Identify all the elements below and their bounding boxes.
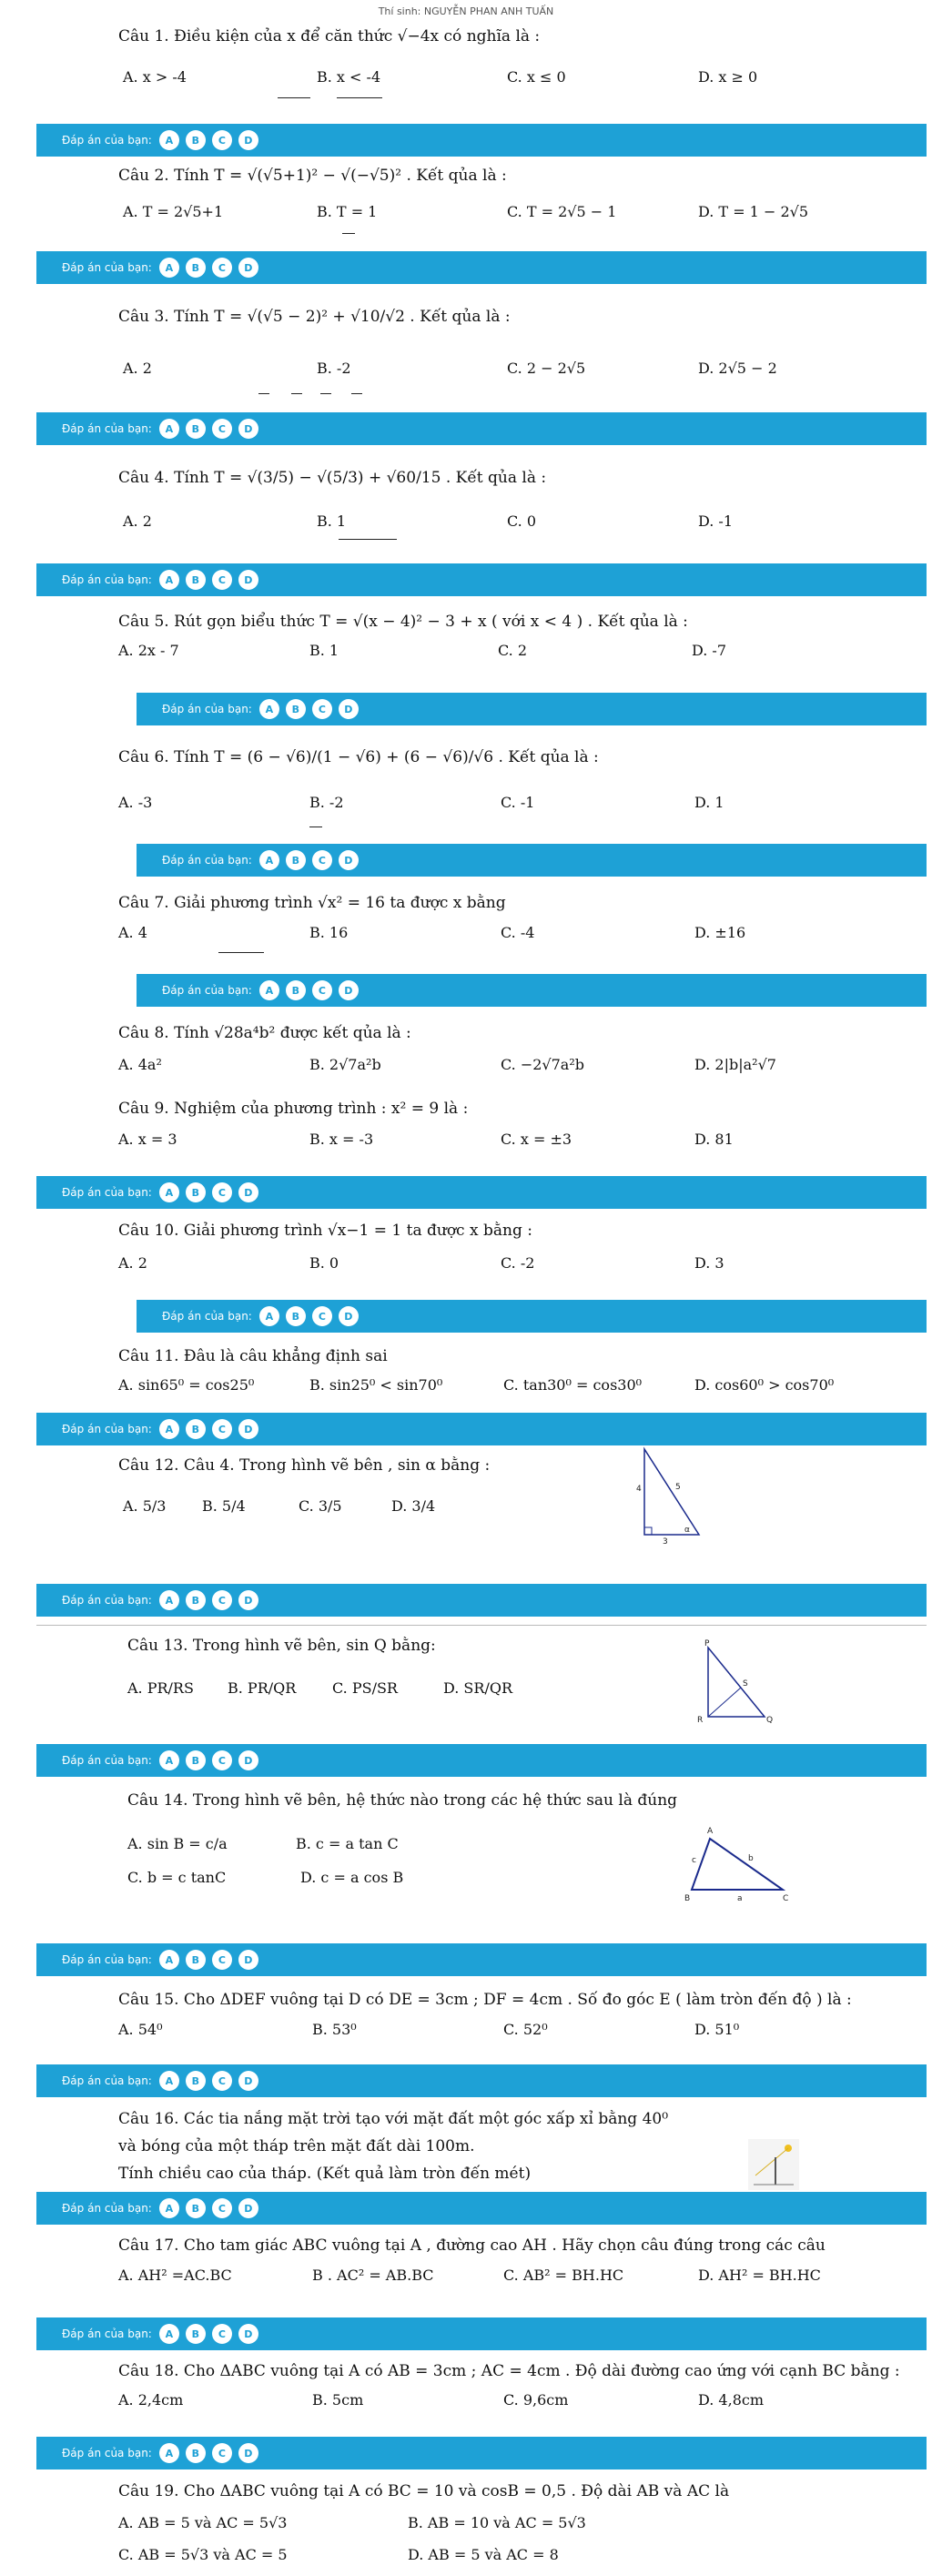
- answer-bar-label: Đáp án của bạn:: [62, 2447, 152, 2459]
- q7-option-b: B. 16: [309, 924, 349, 941]
- choice-b[interactable]: B: [186, 130, 206, 150]
- q8-option-d: D. 2|b|a²√7: [694, 1056, 776, 1073]
- question-16-line-2: và bóng của một tháp trên mặt đất dài 100m.: [118, 2137, 475, 2155]
- answer-bar-label: Đáp án của bạn:: [62, 2328, 152, 2340]
- choice-a[interactable]: A: [259, 980, 279, 1000]
- choice-c[interactable]: C: [312, 850, 332, 870]
- choice-c[interactable]: C: [212, 2443, 232, 2463]
- choice-a[interactable]: A: [159, 1590, 179, 1610]
- choice-a[interactable]: A: [159, 2324, 179, 2344]
- q12-side-left-label: 4: [636, 1485, 642, 1494]
- q10-option-a: A. 2: [118, 1254, 147, 1272]
- q3-option-c: C. 2 − 2√5: [507, 360, 586, 377]
- q4-option-d: D. -1: [698, 512, 734, 530]
- question-5: Câu 5. Rút gọn biểu thức T = √(x − 4)² − 3 + x ( với x < 4 ) . Kết qủa là :: [118, 613, 688, 631]
- answer-bar-5: [137, 693, 927, 725]
- q4-option-c: C. 0: [507, 512, 537, 530]
- triangle-shape: [644, 1449, 699, 1535]
- choice-c[interactable]: C: [312, 980, 332, 1000]
- choice-c[interactable]: C: [312, 699, 332, 719]
- question-16: Câu 16. Các tia nắng mặt trời tạo với mặt đất một góc xấp xỉ bằng 40⁰: [118, 2110, 669, 2128]
- answer-bar-3: [36, 412, 927, 445]
- choice-d[interactable]: D: [339, 1306, 359, 1326]
- right-angle-mark: [644, 1527, 652, 1535]
- answer-bar-label: Đáp án của bạn:: [62, 573, 152, 586]
- choice-d[interactable]: D: [238, 1419, 258, 1439]
- q13-vertex-p: P: [704, 1639, 710, 1648]
- q17-option-c: C. AB² = BH.HC: [503, 2267, 624, 2284]
- q5-option-d: D. -7: [692, 642, 727, 659]
- question-10: Câu 10. Giải phương trình √x−1 = 1 ta được x bằng :: [118, 1222, 532, 1240]
- q10-option-b: B. 0: [309, 1254, 339, 1272]
- choice-b[interactable]: B: [286, 699, 306, 719]
- q14-vertex-b: B: [684, 1894, 691, 1903]
- answer-bar-label: Đáp án của bạn:: [162, 1310, 252, 1323]
- choice-c[interactable]: C: [212, 570, 232, 590]
- underline-mark: [320, 393, 331, 394]
- answer-bar-label: Đáp án của bạn:: [162, 703, 252, 715]
- answer-bar-label: Đáp án của bạn:: [162, 854, 252, 867]
- q18-option-d: D. 4,8cm: [698, 2391, 765, 2409]
- q15-option-d: D. 51⁰: [694, 2021, 740, 2038]
- choice-a[interactable]: A: [159, 1419, 179, 1439]
- q13-option-b: B. PR/QR: [228, 1679, 297, 1697]
- q6-option-d: D. 1: [694, 794, 724, 811]
- q7-option-c: C. -4: [501, 924, 535, 941]
- q2-option-b: B. T = 1: [317, 203, 378, 220]
- choice-b[interactable]: B: [186, 419, 206, 439]
- q18-option-b: B. 5cm: [312, 2391, 364, 2409]
- q13-option-d: D. SR/QR: [443, 1679, 512, 1697]
- question-8: Câu 8. Tính √28a⁴b² được kết qủa là :: [118, 1024, 411, 1042]
- q11-option-b: B. sin25⁰ < sin70⁰: [309, 1376, 443, 1394]
- q4-option-b: B. 1: [317, 512, 347, 530]
- choice-a[interactable]: A: [159, 1750, 179, 1770]
- question-11: Câu 11. Đâu là câu khẳng định sai: [118, 1347, 388, 1365]
- triangle-shape: [692, 1839, 783, 1890]
- q12-option-b: B. 5/4: [202, 1497, 246, 1515]
- q14-option-a: A. sin B = c/a: [127, 1835, 228, 1852]
- question-15: Câu 15. Cho ΔDEF vuông tại D có DE = 3cm ; DF = 4cm . Số đo góc E ( làm tròn đến độ ) là :: [118, 1991, 852, 2009]
- underline-mark: [258, 393, 269, 394]
- answer-bar-11: [36, 1413, 927, 1445]
- q15-option-a: A. 54⁰: [118, 2021, 163, 2038]
- answer-bar-2: [36, 251, 927, 284]
- q18-option-c: C. 9,6cm: [503, 2391, 569, 2409]
- choice-c[interactable]: C: [212, 2324, 232, 2344]
- question-12: Câu 12. Câu 4. Trong hình vẽ bên , sin α bằng :: [118, 1456, 491, 1475]
- choice-d[interactable]: D: [238, 2324, 258, 2344]
- answer-bar-label: Đáp án của bạn:: [62, 1953, 152, 1966]
- choice-d[interactable]: D: [339, 850, 359, 870]
- choice-b[interactable]: B: [286, 1306, 306, 1326]
- underline-mark: [218, 952, 264, 953]
- q17-option-b: B . AC² = AB.BC: [312, 2267, 434, 2284]
- question-6: Câu 6. Tính T = (6 − √6)/(1 − √6) + (6 − √6)/√6 . Kết qủa là :: [118, 748, 599, 766]
- q5-option-c: C. 2: [498, 642, 528, 659]
- answer-bar-label: Đáp án của bạn:: [62, 1594, 152, 1607]
- choice-b[interactable]: B: [186, 570, 206, 590]
- answer-bar-label: Đáp án của bạn:: [62, 1423, 152, 1435]
- choice-d[interactable]: D: [238, 570, 258, 590]
- choice-d[interactable]: D: [238, 1750, 258, 1770]
- choice-d[interactable]: D: [238, 2071, 258, 2091]
- q12-triangle-figure: [637, 1445, 719, 1546]
- divider: [36, 1625, 927, 1626]
- question-18: Câu 18. Cho ΔABC vuông tại A có AB = 3cm ; AC = 4cm . Độ dài đường cao ứng với cạnh BC bằng :: [118, 2362, 900, 2380]
- q13-vertex-r: R: [697, 1716, 704, 1725]
- choice-d[interactable]: D: [238, 419, 258, 439]
- underline-mark: [291, 393, 302, 394]
- q5-option-b: B. 1: [309, 642, 339, 659]
- q11-option-c: C. tan30⁰ = cos30⁰: [503, 1376, 643, 1394]
- choice-d[interactable]: D: [238, 1182, 258, 1202]
- q19-option-c: C. AB = 5√3 và AC = 5: [118, 2546, 288, 2563]
- q11-option-d: D. cos60⁰ > cos70⁰: [694, 1376, 835, 1394]
- q9-option-b: B. x = -3: [309, 1131, 374, 1148]
- q9-option-a: A. x = 3: [118, 1131, 177, 1148]
- q3-option-b: B. -2: [317, 360, 351, 377]
- choice-a[interactable]: A: [159, 1182, 179, 1202]
- question-7: Câu 7. Giải phương trình √x² = 16 ta được x bằng: [118, 894, 506, 912]
- q15-option-c: C. 52⁰: [503, 2021, 548, 2038]
- answer-bar-17: [36, 2317, 927, 2350]
- q6-option-c: C. -1: [501, 794, 535, 811]
- q14-option-b: B. c = a tan C: [296, 1835, 399, 1852]
- q14-side-c: c: [692, 1856, 696, 1865]
- answer-bar-label: Đáp án của bạn:: [62, 1754, 152, 1767]
- answer-bar-label: Đáp án của bạn:: [62, 2202, 152, 2215]
- choice-d[interactable]: D: [238, 1950, 258, 1970]
- choice-b[interactable]: B: [186, 1419, 206, 1439]
- choice-b[interactable]: B: [186, 2071, 206, 2091]
- q12-side-hyp-label: 5: [675, 1483, 681, 1492]
- answer-bar-9: [36, 1176, 927, 1209]
- choice-b[interactable]: B: [186, 2198, 206, 2218]
- q10-option-c: C. -2: [501, 1254, 535, 1272]
- answer-bar-label: Đáp án của bạn:: [62, 261, 152, 274]
- q16-tower-figure: [748, 2139, 799, 2190]
- choice-c[interactable]: C: [212, 1419, 232, 1439]
- q5-option-a: A. 2x - 7: [118, 642, 179, 659]
- q1-option-c: C. x ≤ 0: [507, 68, 566, 86]
- q12-option-a: A. 5/3: [123, 1497, 167, 1515]
- choice-a[interactable]: A: [159, 2443, 179, 2463]
- choice-b[interactable]: B: [186, 1950, 206, 1970]
- choice-c[interactable]: C: [212, 1590, 232, 1610]
- underline-mark: [342, 233, 355, 234]
- q8-option-c: C. −2√7a²b: [501, 1056, 584, 1073]
- choice-b[interactable]: B: [186, 2443, 206, 2463]
- choice-c[interactable]: C: [212, 2071, 232, 2091]
- choice-b[interactable]: B: [186, 1590, 206, 1610]
- underline-mark: [339, 539, 397, 540]
- choice-a[interactable]: A: [159, 570, 179, 590]
- q7-option-d: D. ±16: [694, 924, 746, 941]
- question-13: Câu 13. Trong hình vẽ bên, sin Q bằng:: [127, 1637, 436, 1655]
- q9-option-c: C. x = ±3: [501, 1131, 572, 1148]
- choice-c[interactable]: C: [212, 258, 232, 278]
- answer-bar-1: [36, 124, 927, 157]
- q14-option-d: D. c = a cos B: [300, 1869, 404, 1886]
- answer-bar-label: Đáp án của bạn:: [62, 134, 152, 147]
- choice-b[interactable]: B: [286, 850, 306, 870]
- question-9: Câu 9. Nghiệm của phương trình : x² = 9 là :: [118, 1100, 469, 1118]
- choice-a[interactable]: A: [159, 2198, 179, 2218]
- q13-vertex-s: S: [743, 1679, 748, 1689]
- q12-side-bottom-label: 3: [663, 1537, 668, 1547]
- answer-bar-12: [36, 1584, 927, 1617]
- q1-option-d: D. x ≥ 0: [698, 68, 758, 86]
- choice-c[interactable]: C: [212, 419, 232, 439]
- underline-mark: [278, 97, 310, 98]
- answer-bar-label: Đáp án của bạn:: [162, 984, 252, 997]
- question-14: Câu 14. Trong hình vẽ bên, hệ thức nào trong các hệ thức sau là đúng: [127, 1791, 678, 1810]
- question-3: Câu 3. Tính T = √(√5 − 2)² + √10/√2 . Kết qủa là :: [118, 308, 511, 326]
- answer-bar-10: [137, 1300, 927, 1333]
- choice-a[interactable]: A: [159, 419, 179, 439]
- q14-triangle-figure: [684, 1822, 794, 1904]
- choice-b[interactable]: B: [186, 2324, 206, 2344]
- q14-vertex-a: A: [707, 1827, 714, 1836]
- question-16-line-3: Tính chiều cao của tháp. (Kết quả làm tròn đến mét): [118, 2165, 532, 2183]
- q8-option-b: B. 2√7a²b: [309, 1056, 381, 1073]
- q13-triangle-figure: [694, 1638, 775, 1729]
- choice-d[interactable]: D: [238, 1590, 258, 1610]
- q17-option-d: D. AH² = BH.HC: [698, 2267, 821, 2284]
- q13-vertex-q: Q: [766, 1716, 774, 1725]
- q1-option-a: A. x > -4: [123, 68, 187, 86]
- choice-a[interactable]: A: [159, 1950, 179, 1970]
- choice-c[interactable]: C: [212, 1950, 232, 1970]
- choice-c[interactable]: C: [212, 2198, 232, 2218]
- choice-b[interactable]: B: [186, 1182, 206, 1202]
- q14-option-c: C. b = c tanC: [127, 1869, 227, 1886]
- underline-mark: [351, 393, 362, 394]
- q3-option-d: D. 2√5 − 2: [698, 360, 777, 377]
- answer-bar-15: [36, 2064, 927, 2097]
- q3-option-a: A. 2: [123, 360, 152, 377]
- q15-option-b: B. 53⁰: [312, 2021, 357, 2038]
- choice-c[interactable]: C: [312, 1306, 332, 1326]
- choice-a[interactable]: A: [159, 130, 179, 150]
- choice-b[interactable]: B: [186, 258, 206, 278]
- choice-b[interactable]: B: [286, 980, 306, 1000]
- altitude-line: [708, 1688, 741, 1717]
- answer-bar-label: Đáp án của bạn:: [62, 2074, 152, 2087]
- q4-option-a: A. 2: [123, 512, 152, 530]
- choice-d[interactable]: D: [238, 2443, 258, 2463]
- q10-option-d: D. 3: [694, 1254, 724, 1272]
- q8-option-a: A. 4a²: [118, 1056, 162, 1073]
- question-19: Câu 19. Cho ΔABC vuông tại A có BC = 10 và cosB = 0,5 . Độ dài AB và AC là: [118, 2482, 730, 2500]
- answer-bar-14: [36, 1943, 927, 1976]
- answer-bar-18: [36, 2437, 927, 2470]
- choice-d[interactable]: D: [238, 258, 258, 278]
- q19-option-a: A. AB = 5 và AC = 5√3: [118, 2514, 288, 2531]
- choice-a[interactable]: A: [259, 850, 279, 870]
- answer-bar-label: Đáp án của bạn:: [62, 422, 152, 435]
- q6-option-a: A. -3: [118, 794, 153, 811]
- underline-mark: [337, 97, 382, 98]
- choice-d[interactable]: D: [339, 980, 359, 1000]
- choice-d[interactable]: D: [238, 130, 258, 150]
- q11-option-a: A. sin65⁰ = cos25⁰: [118, 1376, 255, 1394]
- answer-bar-16: [36, 2192, 927, 2225]
- question-1: Câu 1. Điều kiện của x để căn thức √−4x có nghĩa là :: [118, 27, 541, 46]
- choice-a[interactable]: A: [159, 2071, 179, 2091]
- q14-vertex-c: C: [783, 1894, 789, 1903]
- question-17: Câu 17. Cho tam giác ABC vuông tại A , đường cao AH . Hãy chọn câu đúng trong các câu: [118, 2236, 826, 2255]
- answer-bar-6: [137, 844, 927, 877]
- choice-d[interactable]: D: [238, 2198, 258, 2218]
- q2-option-c: C. T = 2√5 − 1: [507, 203, 617, 220]
- q6-option-b: B. -2: [309, 794, 344, 811]
- choice-a[interactable]: A: [159, 258, 179, 278]
- q9-option-d: D. 81: [694, 1131, 734, 1148]
- choice-c[interactable]: C: [212, 1750, 232, 1770]
- choice-c[interactable]: C: [212, 1182, 232, 1202]
- q17-option-a: A. AH² =AC.BC: [118, 2267, 232, 2284]
- answer-bar-label: Đáp án của bạn:: [62, 1186, 152, 1199]
- q13-option-a: A. PR/RS: [127, 1679, 194, 1697]
- choice-b[interactable]: B: [186, 1750, 206, 1770]
- q2-option-a: A. T = 2√5+1: [123, 203, 224, 220]
- answer-bar-13: [36, 1744, 927, 1777]
- question-4: Câu 4. Tính T = √(3/5) − √(5/3) + √60/15 . Kết qủa là :: [118, 469, 547, 487]
- student-name: Thí sinh: NGUYỄN PHAN ANH TUẤN: [378, 5, 554, 17]
- answer-bar-4: [36, 563, 927, 596]
- q1-option-b: B. x < -4: [317, 68, 381, 86]
- q12-option-d: D. 3/4: [391, 1497, 436, 1515]
- triangle-shape: [708, 1648, 765, 1717]
- q7-option-a: A. 4: [118, 924, 147, 941]
- question-2: Câu 2. Tính T = √(√5+1)² − √(−√5)² . Kết qủa là :: [118, 167, 507, 185]
- q19-option-d: D. AB = 5 và AC = 8: [408, 2546, 559, 2563]
- answer-bar-7: [137, 974, 927, 1007]
- choice-c[interactable]: C: [212, 130, 232, 150]
- q12-option-c: C. 3/5: [299, 1497, 342, 1515]
- choice-d[interactable]: D: [339, 699, 359, 719]
- q19-option-b: B. AB = 10 và AC = 5√3: [408, 2514, 586, 2531]
- q14-side-b: b: [748, 1854, 754, 1863]
- q13-option-c: C. PS/SR: [332, 1679, 398, 1697]
- choice-a[interactable]: A: [259, 1306, 279, 1326]
- q14-side-a: a: [737, 1894, 743, 1903]
- q18-option-a: A. 2,4cm: [118, 2391, 184, 2409]
- q12-angle-label: α: [684, 1526, 690, 1535]
- q2-option-d: D. T = 1 − 2√5: [698, 203, 808, 220]
- choice-a[interactable]: A: [259, 699, 279, 719]
